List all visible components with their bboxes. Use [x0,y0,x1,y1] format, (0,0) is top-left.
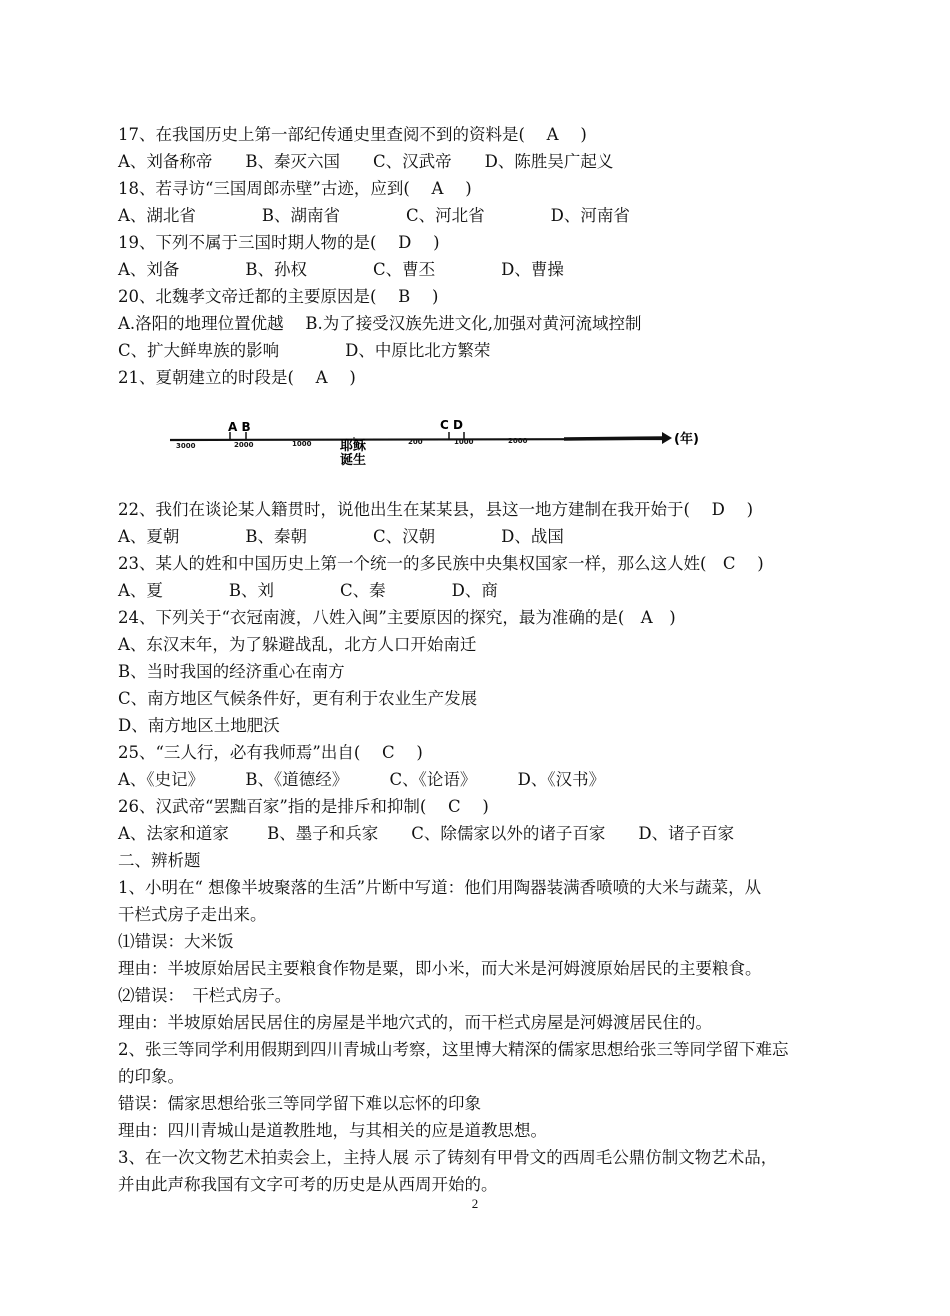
text-line: 21、夏朝建立的时段是( A ) [118,368,356,387]
tick-label: 1000 [454,438,474,446]
text-line: A、夏朝 B、秦朝 C、汉朝 D、战国 [118,527,564,546]
text-line: 20、北魏孝文帝迁都的主要原因是( B ) [118,287,439,306]
text-line: A、刘备称帝 B、秦灭六国 C、汉武帝 D、陈胜吴广起义 [118,152,614,171]
text-line: 25、“三人行，必有我师焉”出自( C ) [118,743,423,762]
text-line: A、刘备 B、孙权 C、曹丕 D、曹操 [118,260,564,279]
text-line: A、法家和道家 B、墨子和兵家 C、除儒家以外的诸子百家 D、诸子百家 [118,824,735,843]
page-number: 2 [471,1196,479,1211]
tick-label: 2000 [508,437,528,445]
text-line: 3、在一次文物艺术拍卖会上，主持人展 示了铸刻有甲骨文的西周毛公鼎仿制文物艺术品， [118,1148,778,1167]
text-line: 1、小明在“ 想像半坡聚落的生活”片断中写道：他们用陶器装满香喷喷的大米与蔬菜，从 [118,878,762,897]
text-line: D、南方地区土地肥沃 [118,716,280,735]
tick-label: 3000 [176,442,196,450]
text-line: B、当时我国的经济重心在南方 [118,662,345,681]
text-line: 17、在我国历史上第一部纪传通史里查阅不到的资料是( A ) [118,125,587,144]
text-line: 19、下列不属于三国时期人物的是( D ) [118,233,440,252]
text-line: C、扩大鲜卑族的影响 D、中原比北方繁荣 [118,341,491,360]
text-line: 的印象。 [118,1067,184,1086]
text-line: A、《史记》 B、《道德经》 C、《论语》 D、《汉书》 [118,770,606,789]
text-line: 错误：儒家思想给张三等同学留下难以忘怀的印象 [118,1094,481,1113]
text-line: 理由：半坡原始居民主要粮食作物是粟，即小米，而大米是河姆渡原始居民的主要粮食。 [118,959,762,978]
timeline-axis-bold [564,438,664,439]
text-line: 22、我们在谈论某人籍贯时，说他出生在某某县，县这一地方建制在我开始于( D ) [118,500,754,519]
text-line: ⑵错误： 干栏式房子。 [118,986,292,1005]
timeline-diagram [164,418,724,468]
tick-label: 2000 [234,441,254,449]
text-line: A、夏 B、刘 C、秦 D、商 [118,581,498,600]
text-line: C、南方地区气候条件好，更有利于农业生产发展 [118,689,478,708]
text-line: 理由：四川青城山是道教胜地，与其相关的应是道教思想。 [118,1121,547,1140]
text-line: 二、辨析题 [118,851,201,870]
text-line: A、湖北省 B、湖南省 C、河北省 D、河南省 [118,206,630,225]
text-line: 26、汉武帝“罢黜百家”指的是排斥和抑制( C ) [118,797,489,816]
text-line: 理由：半坡原始居民居住的房屋是半地穴式的，而干栏式房屋是河姆渡居民住的。 [118,1013,712,1032]
text-line: 24、下列关于“衣冠南渡，八姓入闽”主要原因的探究，最为准确的是( A ) [118,608,676,627]
timeline-letters-cd: C D [440,418,463,432]
tick-label: 1000 [292,440,312,448]
text-line: 干栏式房子走出来。 [118,905,267,924]
text-line: 并由此声称我国有文字可考的历史是从西周开始的。 [118,1175,498,1194]
timeline-letters-ab: A B [228,420,251,434]
arrow-icon [662,432,672,444]
text-line: 18、若寻访“三国周郎赤壁”古迹，应到( A ) [118,179,472,198]
birth-label: 诞生 [340,453,367,468]
text-line: A、东汉末年，为了躲避战乱，北方人口开始南迁 [118,635,477,654]
year-unit-label: (年) [674,432,699,447]
text-line: A.洛阳的地理位置优越 B.为了接受汉族先进文化,加强对黄河流域控制 [118,314,642,333]
text-line: 23、某人的姓和中国历史上第一个统一的多民族中央集权国家一样，那么这人姓( C ) [118,554,764,573]
text-line: 2、张三等同学利用假期到四川青城山考察，这里博大精深的儒家思想给张三等同学留下难忘 [118,1040,789,1059]
tick-label: 200 [408,438,423,446]
text-line: ⑴错误：大米饭 [118,932,234,951]
jesus-label: 耶稣 [340,439,367,454]
